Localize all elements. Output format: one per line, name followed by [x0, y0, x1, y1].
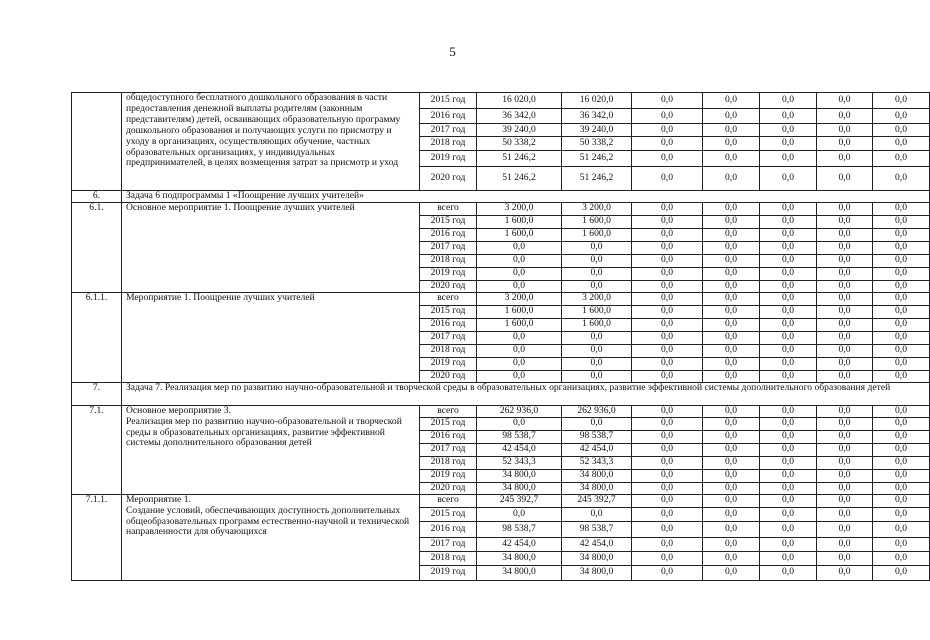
amount-cell: 0,0: [873, 305, 930, 318]
period-cell: 2020 год: [420, 280, 477, 292]
amount-cell: 34 800,0: [477, 482, 562, 494]
amount-cell: 0,0: [817, 494, 873, 507]
amount-cell: 0,0: [477, 241, 562, 254]
amount-cell: 0,0: [873, 109, 930, 124]
amount-cell: 0,0: [873, 357, 930, 370]
row-description: Мероприятие 1. Создание условий, обеспечивающих доступность дополнительных общеобразовательных программ естественно-научной и технической направленности для обучающихся: [122, 494, 420, 580]
table-row: [72, 93, 930, 109]
table-row: [72, 494, 930, 507]
period-cell: 2016 год: [420, 318, 477, 331]
amount-cell: 0,0: [703, 456, 760, 469]
amount-cell: 0,0: [873, 292, 930, 305]
amount-cell: 0,0: [817, 443, 873, 456]
amount-cell: 0,0: [817, 565, 873, 580]
amount-cell: 0,0: [632, 344, 703, 357]
amount-cell: 0,0: [703, 137, 760, 151]
page-number: 5: [449, 44, 456, 59]
amount-cell: 0,0: [632, 469, 703, 482]
period-cell: 2018 год: [420, 254, 477, 267]
amount-cell: 0,0: [817, 151, 873, 167]
amount-cell: 0,0: [703, 305, 760, 318]
section-header-text: Задача 7. Реализация мер по развитию научно-образовательной и творческой среды в образовательных организациях, развитие эффективной системы дополнительного образования детей: [122, 382, 930, 405]
amount-cell: 1 600,0: [562, 318, 632, 331]
amount-cell: 0,0: [632, 93, 703, 109]
amount-cell: 0,0: [873, 331, 930, 344]
amount-cell: 39 240,0: [562, 124, 632, 137]
amount-cell: 0,0: [873, 417, 930, 430]
amount-cell: 1 600,0: [477, 305, 562, 318]
amount-cell: 0,0: [760, 167, 817, 191]
amount-cell: 0,0: [760, 202, 817, 215]
amount-cell: 0,0: [703, 318, 760, 331]
amount-cell: 42 454,0: [562, 443, 632, 456]
amount-cell: 0,0: [873, 565, 930, 580]
amount-cell: 36 342,0: [562, 109, 632, 124]
amount-cell: 0,0: [477, 280, 562, 292]
amount-cell: 0,0: [817, 254, 873, 267]
amount-cell: 0,0: [760, 521, 817, 537]
amount-cell: 0,0: [632, 482, 703, 494]
period-cell: 2017 год: [420, 443, 477, 456]
amount-cell: 0,0: [873, 405, 930, 417]
amount-cell: 0,0: [873, 93, 930, 109]
period-cell: 2016 год: [420, 109, 477, 124]
amount-cell: 0,0: [632, 151, 703, 167]
row-number: 7.1.: [72, 405, 122, 494]
period-cell: 2017 год: [420, 241, 477, 254]
amount-cell: 0,0: [817, 331, 873, 344]
amount-cell: 0,0: [817, 202, 873, 215]
amount-cell: 0,0: [760, 137, 817, 151]
amount-cell: 245 392,7: [562, 494, 632, 507]
amount-cell: 0,0: [817, 267, 873, 280]
period-cell: 2015 год: [420, 305, 477, 318]
amount-cell: 0,0: [632, 267, 703, 280]
amount-cell: 0,0: [632, 167, 703, 191]
period-cell: всего: [420, 494, 477, 507]
amount-cell: 42 454,0: [477, 537, 562, 551]
amount-cell: 0,0: [873, 267, 930, 280]
amount-cell: 0,0: [873, 430, 930, 443]
amount-cell: 0,0: [873, 280, 930, 292]
amount-cell: 0,0: [562, 370, 632, 382]
period-cell: 2015 год: [420, 417, 477, 430]
amount-cell: 0,0: [760, 318, 817, 331]
amount-cell: 34 800,0: [477, 469, 562, 482]
amount-cell: 0,0: [873, 507, 930, 521]
table-row: [72, 292, 930, 305]
amount-cell: 0,0: [703, 405, 760, 417]
amount-cell: 0,0: [817, 537, 873, 551]
row-number: [72, 93, 122, 191]
period-cell: 2015 год: [420, 507, 477, 521]
period-cell: 2020 год: [420, 370, 477, 382]
amount-cell: 0,0: [817, 280, 873, 292]
amount-cell: 0,0: [562, 267, 632, 280]
amount-cell: 0,0: [760, 292, 817, 305]
amount-cell: 0,0: [632, 254, 703, 267]
amount-cell: 0,0: [760, 93, 817, 109]
amount-cell: 0,0: [817, 292, 873, 305]
amount-cell: 0,0: [817, 551, 873, 565]
amount-cell: 0,0: [477, 267, 562, 280]
amount-cell: 3 200,0: [477, 292, 562, 305]
amount-cell: 0,0: [760, 565, 817, 580]
amount-cell: 16 020,0: [562, 93, 632, 109]
amount-cell: 0,0: [477, 331, 562, 344]
amount-cell: 0,0: [817, 430, 873, 443]
amount-cell: 0,0: [703, 551, 760, 565]
period-cell: 2019 год: [420, 151, 477, 167]
amount-cell: 0,0: [562, 357, 632, 370]
amount-cell: 0,0: [703, 280, 760, 292]
amount-cell: 0,0: [703, 469, 760, 482]
amount-cell: 0,0: [562, 344, 632, 357]
amount-cell: 0,0: [632, 565, 703, 580]
amount-cell: 0,0: [632, 109, 703, 124]
amount-cell: 52 343,3: [562, 456, 632, 469]
amount-cell: 0,0: [817, 167, 873, 191]
amount-cell: 1 600,0: [477, 318, 562, 331]
amount-cell: 0,0: [703, 331, 760, 344]
amount-cell: 0,0: [632, 507, 703, 521]
amount-cell: 0,0: [632, 241, 703, 254]
amount-cell: 0,0: [873, 254, 930, 267]
amount-cell: 51 246,2: [562, 151, 632, 167]
amount-cell: 0,0: [477, 417, 562, 430]
amount-cell: 0,0: [817, 456, 873, 469]
amount-cell: 98 538,7: [562, 521, 632, 537]
amount-cell: 262 936,0: [562, 405, 632, 417]
amount-cell: 39 240,0: [477, 124, 562, 137]
amount-cell: 0,0: [817, 318, 873, 331]
amount-cell: 0,0: [632, 521, 703, 537]
amount-cell: 42 454,0: [477, 443, 562, 456]
row-description: Основное мероприятие 1. Поощрение лучших учителей: [122, 202, 420, 292]
amount-cell: 0,0: [817, 241, 873, 254]
amount-cell: 98 538,7: [562, 430, 632, 443]
amount-cell: 0,0: [632, 137, 703, 151]
amount-cell: 34 800,0: [477, 565, 562, 580]
amount-cell: 0,0: [873, 167, 930, 191]
period-cell: 2017 год: [420, 331, 477, 344]
amount-cell: 51 246,2: [477, 167, 562, 191]
amount-cell: 0,0: [632, 537, 703, 551]
period-cell: всего: [420, 405, 477, 417]
amount-cell: 34 800,0: [562, 565, 632, 580]
amount-cell: 0,0: [873, 124, 930, 137]
amount-cell: 0,0: [703, 215, 760, 228]
amount-cell: 0,0: [817, 305, 873, 318]
amount-cell: 0,0: [562, 331, 632, 344]
amount-cell: 1 600,0: [562, 215, 632, 228]
amount-cell: 16 020,0: [477, 93, 562, 109]
amount-cell: 34 800,0: [562, 551, 632, 565]
amount-cell: 0,0: [817, 417, 873, 430]
amount-cell: 98 538,7: [477, 521, 562, 537]
row-description: Мероприятие 1. Поощрение лучших учителей: [122, 292, 420, 382]
amount-cell: 0,0: [632, 456, 703, 469]
amount-cell: 0,0: [760, 370, 817, 382]
amount-cell: 0,0: [760, 305, 817, 318]
amount-cell: 0,0: [873, 551, 930, 565]
amount-cell: 0,0: [703, 254, 760, 267]
section-header-row: [72, 382, 930, 405]
period-cell: 2019 год: [420, 565, 477, 580]
amount-cell: 0,0: [562, 507, 632, 521]
amount-cell: 34 800,0: [562, 469, 632, 482]
amount-cell: 0,0: [817, 521, 873, 537]
amount-cell: 0,0: [760, 254, 817, 267]
amount-cell: 0,0: [632, 494, 703, 507]
amount-cell: 0,0: [873, 215, 930, 228]
row-description: общедоступного бесплатного дошкольного образования в части предоставления денежной выплаты родителям (законным представителям) детей, осваивающих образовательную программу дошкольного образования и получающих услуги по присмотру и уходу в организациях, осуществляющих обучение, частных образовательных организациях, у индивидуальных предпринимателей, в целях возмещения затрат за присмотр и уход: [122, 93, 420, 191]
amount-cell: 0,0: [703, 151, 760, 167]
amount-cell: 0,0: [477, 370, 562, 382]
amount-cell: 50 338,2: [477, 137, 562, 151]
amount-cell: 0,0: [760, 537, 817, 551]
period-cell: всего: [420, 202, 477, 215]
amount-cell: 0,0: [760, 430, 817, 443]
amount-cell: 0,0: [632, 318, 703, 331]
period-cell: 2018 год: [420, 551, 477, 565]
amount-cell: 0,0: [760, 124, 817, 137]
amount-cell: 0,0: [873, 494, 930, 507]
amount-cell: 0,0: [760, 280, 817, 292]
amount-cell: 0,0: [703, 443, 760, 456]
amount-cell: 0,0: [632, 202, 703, 215]
amount-cell: 0,0: [703, 417, 760, 430]
amount-cell: 0,0: [760, 228, 817, 241]
row-number: 6.1.1.: [72, 292, 122, 382]
amount-cell: 0,0: [703, 344, 760, 357]
amount-cell: 52 343,3: [477, 456, 562, 469]
amount-cell: 0,0: [873, 482, 930, 494]
amount-cell: 0,0: [760, 443, 817, 456]
period-cell: 2015 год: [420, 215, 477, 228]
amount-cell: 0,0: [873, 137, 930, 151]
amount-cell: 3 200,0: [562, 292, 632, 305]
amount-cell: 0,0: [477, 254, 562, 267]
amount-cell: 0,0: [873, 443, 930, 456]
period-cell: 2016 год: [420, 228, 477, 241]
amount-cell: 0,0: [632, 305, 703, 318]
amount-cell: 1 600,0: [477, 228, 562, 241]
amount-cell: 0,0: [817, 93, 873, 109]
amount-cell: 3 200,0: [562, 202, 632, 215]
amount-cell: 262 936,0: [477, 405, 562, 417]
period-cell: 2018 год: [420, 137, 477, 151]
amount-cell: 0,0: [562, 417, 632, 430]
period-cell: всего: [420, 292, 477, 305]
amount-cell: 0,0: [632, 124, 703, 137]
amount-cell: 0,0: [817, 137, 873, 151]
amount-cell: 0,0: [703, 521, 760, 537]
amount-cell: 0,0: [632, 443, 703, 456]
amount-cell: 0,0: [703, 228, 760, 241]
period-cell: 2017 год: [420, 537, 477, 551]
amount-cell: 0,0: [873, 344, 930, 357]
amount-cell: 0,0: [817, 482, 873, 494]
amount-cell: 0,0: [760, 344, 817, 357]
amount-cell: 0,0: [760, 109, 817, 124]
amount-cell: 0,0: [703, 494, 760, 507]
amount-cell: 0,0: [562, 241, 632, 254]
amount-cell: 1 600,0: [562, 228, 632, 241]
amount-cell: 1 600,0: [477, 215, 562, 228]
period-cell: 2019 год: [420, 267, 477, 280]
row-number: 7.1.1.: [72, 494, 122, 580]
amount-cell: 0,0: [873, 370, 930, 382]
amount-cell: 0,0: [632, 215, 703, 228]
amount-cell: 0,0: [817, 370, 873, 382]
amount-cell: 0,0: [703, 482, 760, 494]
amount-cell: 0,0: [817, 109, 873, 124]
amount-cell: 0,0: [760, 267, 817, 280]
period-cell: 2017 год: [420, 124, 477, 137]
amount-cell: 0,0: [703, 167, 760, 191]
amount-cell: 0,0: [760, 151, 817, 167]
amount-cell: 0,0: [760, 482, 817, 494]
amount-cell: 0,0: [760, 405, 817, 417]
amount-cell: 98 538,7: [477, 430, 562, 443]
amount-cell: 0,0: [703, 565, 760, 580]
amount-cell: 0,0: [632, 551, 703, 565]
period-cell: 2020 год: [420, 167, 477, 191]
amount-cell: 0,0: [703, 93, 760, 109]
period-cell: 2016 год: [420, 430, 477, 443]
amount-cell: 0,0: [703, 430, 760, 443]
amount-cell: 0,0: [873, 318, 930, 331]
amount-cell: 0,0: [703, 357, 760, 370]
period-cell: 2018 год: [420, 344, 477, 357]
amount-cell: 0,0: [703, 124, 760, 137]
amount-cell: 0,0: [817, 124, 873, 137]
amount-cell: 0,0: [703, 292, 760, 305]
amount-cell: 0,0: [477, 507, 562, 521]
amount-cell: 0,0: [703, 267, 760, 280]
amount-cell: 0,0: [873, 537, 930, 551]
amount-cell: 0,0: [632, 357, 703, 370]
amount-cell: 42 454,0: [562, 537, 632, 551]
row-description: Основное мероприятие 3. Реализация мер по развитию научно-образовательной и творческой среды в образовательных организациях, развитие эффективной системы дополнительного образования детей: [122, 405, 420, 494]
amount-cell: 0,0: [477, 344, 562, 357]
period-cell: 2016 год: [420, 521, 477, 537]
amount-cell: 0,0: [703, 537, 760, 551]
amount-cell: 0,0: [760, 551, 817, 565]
amount-cell: 0,0: [873, 469, 930, 482]
table-row: [72, 405, 930, 417]
period-cell: 2015 год: [420, 93, 477, 109]
amount-cell: 0,0: [632, 370, 703, 382]
row-number: 6.: [72, 191, 122, 203]
amount-cell: 0,0: [873, 202, 930, 215]
amount-cell: 0,0: [817, 469, 873, 482]
row-number: 6.1.: [72, 202, 122, 292]
table-row: [72, 202, 930, 215]
amount-cell: 34 800,0: [562, 482, 632, 494]
amount-cell: 0,0: [760, 494, 817, 507]
amount-cell: 0,0: [873, 228, 930, 241]
amount-cell: 0,0: [632, 417, 703, 430]
amount-cell: 0,0: [873, 456, 930, 469]
amount-cell: 0,0: [817, 344, 873, 357]
amount-cell: 0,0: [760, 331, 817, 344]
amount-cell: 36 342,0: [477, 109, 562, 124]
amount-cell: 0,0: [632, 292, 703, 305]
amount-cell: 0,0: [760, 417, 817, 430]
amount-cell: 1 600,0: [562, 305, 632, 318]
amount-cell: 0,0: [477, 357, 562, 370]
amount-cell: 34 800,0: [477, 551, 562, 565]
amount-cell: 0,0: [873, 521, 930, 537]
amount-cell: 0,0: [703, 507, 760, 521]
amount-cell: 0,0: [632, 280, 703, 292]
amount-cell: 51 246,2: [477, 151, 562, 167]
row-number: 7.: [72, 382, 122, 405]
section-header-text: Задача 6 подпрограммы 1 «Поощрение лучших учителей»: [122, 191, 930, 203]
amount-cell: 0,0: [632, 430, 703, 443]
period-cell: 2019 год: [420, 469, 477, 482]
amount-cell: 0,0: [760, 241, 817, 254]
amount-cell: 0,0: [562, 280, 632, 292]
amount-cell: 0,0: [760, 469, 817, 482]
amount-cell: 0,0: [760, 456, 817, 469]
amount-cell: 0,0: [632, 331, 703, 344]
amount-cell: 0,0: [703, 370, 760, 382]
amount-cell: 0,0: [817, 215, 873, 228]
amount-cell: 0,0: [760, 507, 817, 521]
period-cell: 2020 год: [420, 482, 477, 494]
amount-cell: 0,0: [632, 405, 703, 417]
amount-cell: 0,0: [703, 202, 760, 215]
amount-cell: 0,0: [760, 215, 817, 228]
amount-cell: 0,0: [817, 405, 873, 417]
amount-cell: 0,0: [873, 241, 930, 254]
amount-cell: 0,0: [817, 507, 873, 521]
amount-cell: 0,0: [632, 228, 703, 241]
amount-cell: 0,0: [703, 109, 760, 124]
amount-cell: 50 338,2: [562, 137, 632, 151]
section-header-row: [72, 191, 930, 203]
amount-cell: 0,0: [703, 241, 760, 254]
amount-cell: 0,0: [873, 151, 930, 167]
amount-cell: 0,0: [760, 357, 817, 370]
amount-cell: 0,0: [817, 228, 873, 241]
amount-cell: 245 392,7: [477, 494, 562, 507]
amount-cell: 0,0: [817, 357, 873, 370]
amount-cell: 51 246,2: [562, 167, 632, 191]
period-cell: 2019 год: [420, 357, 477, 370]
budget-table: [71, 92, 930, 581]
amount-cell: 3 200,0: [477, 202, 562, 215]
amount-cell: 0,0: [562, 254, 632, 267]
period-cell: 2018 год: [420, 456, 477, 469]
